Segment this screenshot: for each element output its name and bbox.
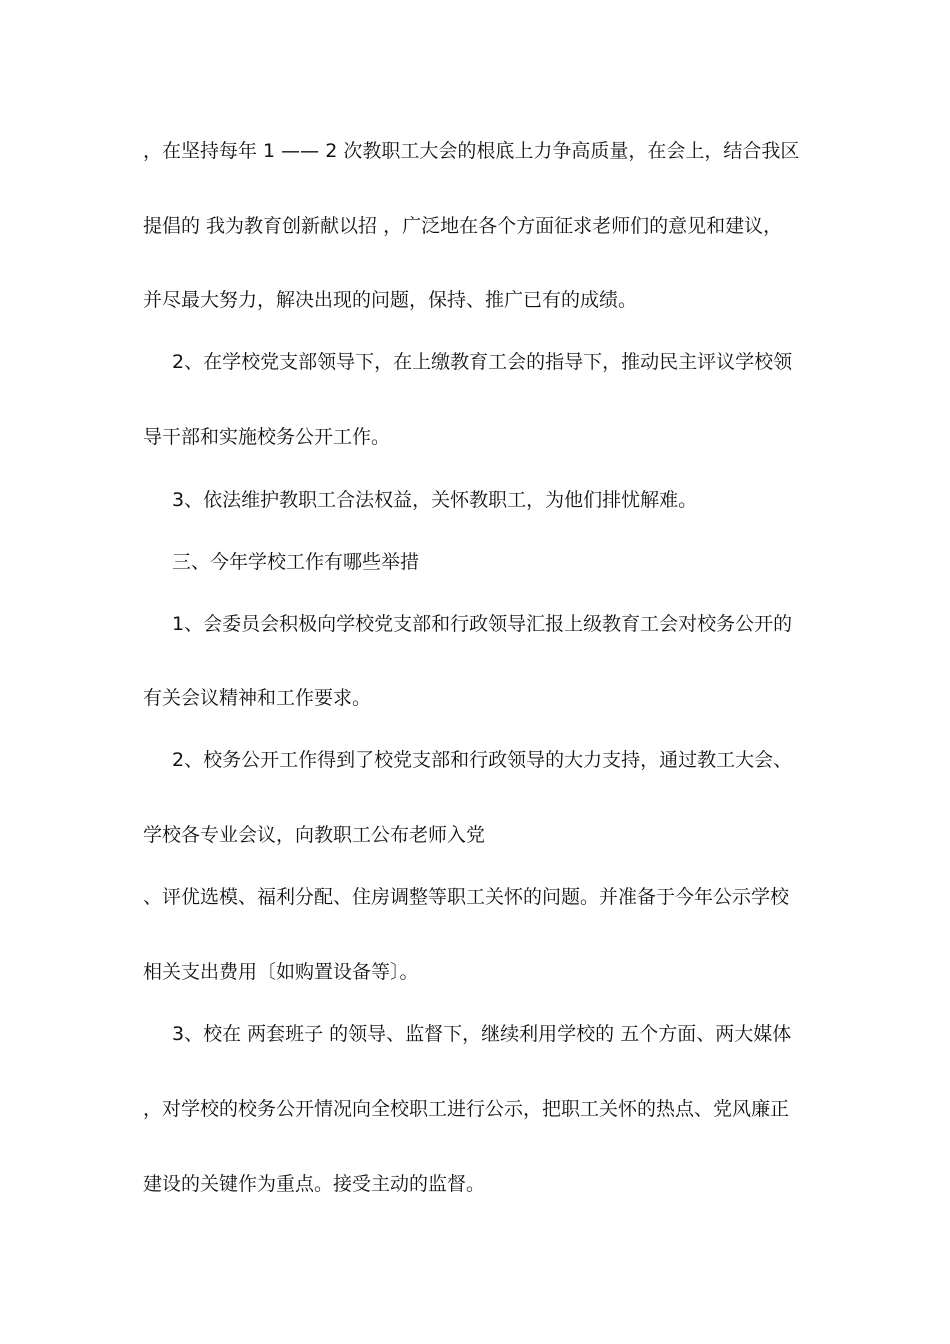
text-line: 并尽最大努力，解决出现的问题，保持、推广已有的成绩。 <box>143 289 638 311</box>
text-line: 3、依法维护教职工合法权益，关怀教职工，为他们排忧解难。 <box>172 489 698 511</box>
text-line: 2、在学校党支部领导下，在上缴教育工会的指导下，推动民主评议学校领 <box>172 351 793 373</box>
text-line: 建设的关键作为重点。接受主动的监督。 <box>143 1173 486 1195</box>
text-line: 2、校务公开工作得到了校党支部和行政领导的大力支持，通过教工大会、 <box>172 749 793 771</box>
text-line: ，对学校的校务公开情况向全校职工进行公示，把职工关怀的热点、党风廉正 <box>143 1098 790 1120</box>
text-line: 学校各专业会议，向教职工公布老师入党 <box>143 824 486 846</box>
text-line: 、评优选模、福利分配、住房调整等职工关怀的问题。并准备于今年公示学校 <box>143 886 790 908</box>
text-line: ，在坚持每年 1 —— 2 次教职工大会的根底上力争高质量，在会上，结合我区 <box>143 140 800 162</box>
text-line: 1、会委员会积极向学校党支部和行政领导汇报上级教育工会对校务公开的 <box>172 613 793 635</box>
section-heading: 三、今年学校工作有哪些举措 <box>172 551 420 573</box>
text-line: 导干部和实施校务公开工作。 <box>143 426 391 448</box>
text-line: 3、校在 两套班子 的领导、监督下，继续利用学校的 五个方面、两大媒体 <box>172 1023 792 1045</box>
text-line: 相关支出费用〔如购置设备等〕。 <box>143 961 419 983</box>
text-line: 提倡的 我为教育创新献以招 ，广泛地在各个方面征求老师们的意见和建议， <box>143 215 783 237</box>
text-line: 有关会议精神和工作要求。 <box>143 687 372 709</box>
